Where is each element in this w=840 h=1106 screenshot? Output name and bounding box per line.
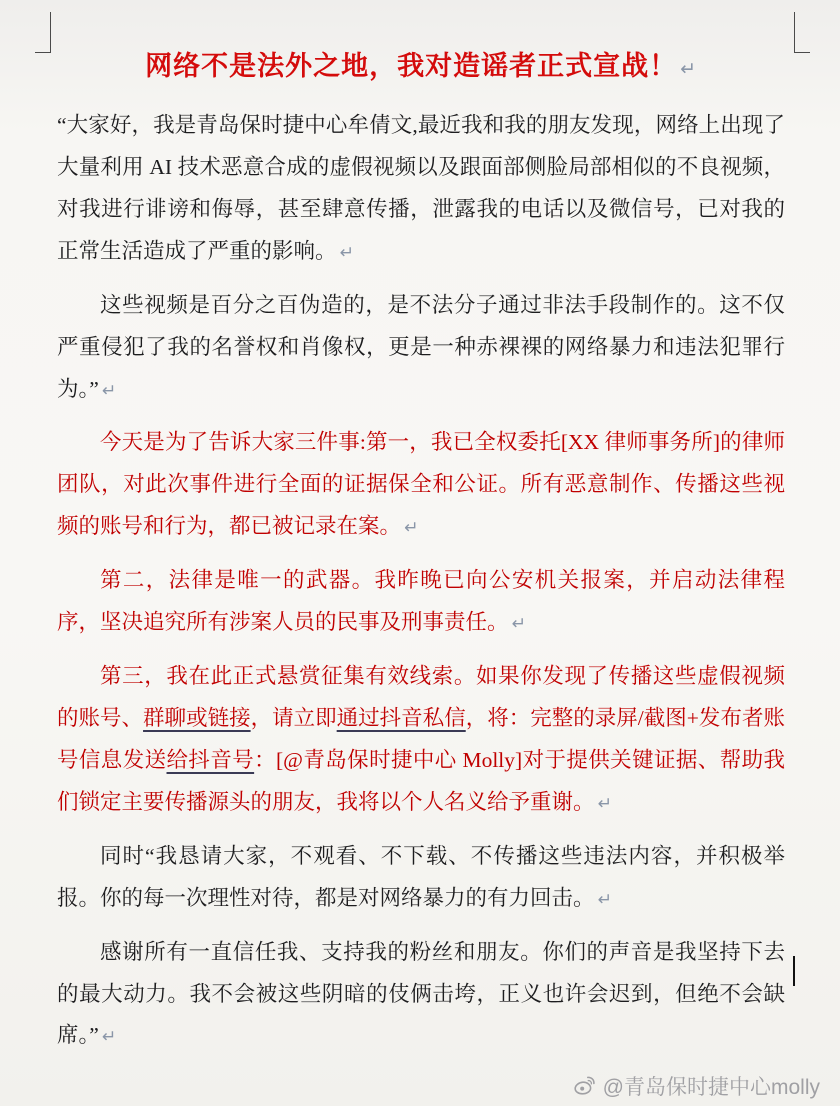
paragraph-intro-text: “大家好，我是青岛保时捷中心牟倩文,最近我和我的朋友发现，网络上出现了大量利用 AI 技术恶意合成的虚假视频以及跟面部侧脸局部相似的不良视频，对我进行诽谤和侮辱，甚至肆意传播，泄露我的电话以及微信号，已对我的正常生活造成了严重的影响。: [57, 113, 785, 263]
paragraph-first-point-text: 今天是为了告诉大家三件事:第一，我已全权委托[XX 律师事务所]的律师团队，对此次事件进行全面的证据保全和公证。所有恶意制作、传播这些视频的账号和行为，都已被记录在案。: [57, 430, 785, 539]
document-content: [57, 44, 785, 1069]
paragraph-reward-text-1: 第三，我在此正式悬赏征集有效线索。如果你发现了传播这些虚假视频的账号、: [57, 664, 785, 730]
paragraph-reward-underline-account: 给抖音号: [166, 747, 255, 772]
paragraph-reward-underline-dm: 通过抖音私信: [336, 705, 466, 730]
page-title: [57, 44, 785, 83]
paragraph-reward-text-2: ，请立即: [250, 705, 337, 730]
paragraph-third-point-reward: [57, 656, 785, 824]
paragraph-thanks: [57, 932, 785, 1058]
paragraph-thanks-text: 感谢所有一直信任我、支持我的粉丝和朋友。你们的声音是我坚持下去的最大动力。我不会被这些阴暗的伎俩击垮，正义也许会迟到，但绝不会缺席。”: [57, 939, 785, 1048]
paragraph-second-point: [57, 560, 785, 644]
page-margin-mark-top-left: [35, 12, 51, 53]
paragraph-fake-videos: [57, 285, 785, 411]
watermark-handle: @青岛保时捷中心molly: [602, 1076, 820, 1099]
paragraph-mark-icon: ↵: [680, 58, 697, 80]
paragraph-reward-text-3: ，将：完整的录屏/截图+发布者账号信息发送: [57, 705, 785, 772]
paragraph-mark-icon: ↵: [101, 1027, 117, 1048]
paragraph-mark-icon: ↵: [511, 614, 526, 635]
watermark: [573, 1071, 820, 1101]
paragraph-mark-icon: ↵: [339, 242, 354, 263]
weibo-logo-icon: [573, 1074, 597, 1098]
paragraph-mark-icon: ↵: [404, 518, 419, 539]
paragraph-mark-icon: ↵: [597, 793, 612, 814]
paragraph-mark-icon: ↵: [597, 889, 612, 910]
paragraph-appeal-text: 同时“我恳请大家，不观看、不下载、不传播这些违法内容，并积极举报。你的每一次理性对待，都是对网络暴力的有力回击。: [57, 843, 785, 910]
text-cursor: [793, 956, 795, 986]
paragraph-appeal: [57, 836, 785, 920]
paragraph-reward-text-4: ：[@青岛保时捷中心 Molly]对于提供关键证据、帮助我们锁定主要传播源头的朋友，我将以个人名义给予重谢。: [57, 747, 785, 814]
page-margin-mark-top-right: [794, 12, 810, 53]
paragraph-intro: [57, 105, 785, 273]
paragraph-second-point-text: 第二，法律是唯一的武器。我昨晚已向公安机关报案，并启动法律程序，坚决追究所有涉案人员的民事及刑事责任。: [57, 568, 785, 635]
paragraph-first-point: [57, 422, 785, 548]
paragraph-reward-underline-group-chat: 群聊或链接: [143, 705, 251, 730]
paragraph-mark-icon: ↵: [101, 380, 117, 401]
paragraph-fake-videos-text: 这些视频是百分之百伪造的，是不法分子通过非法手段制作的。这不仅严重侵犯了我的名誉权和肖像权，更是一种赤裸裸的网络暴力和违法犯罪行为。”: [57, 292, 785, 401]
page-title-text: 网络不是法外之地，我对造谣者正式宣战！: [145, 51, 678, 81]
